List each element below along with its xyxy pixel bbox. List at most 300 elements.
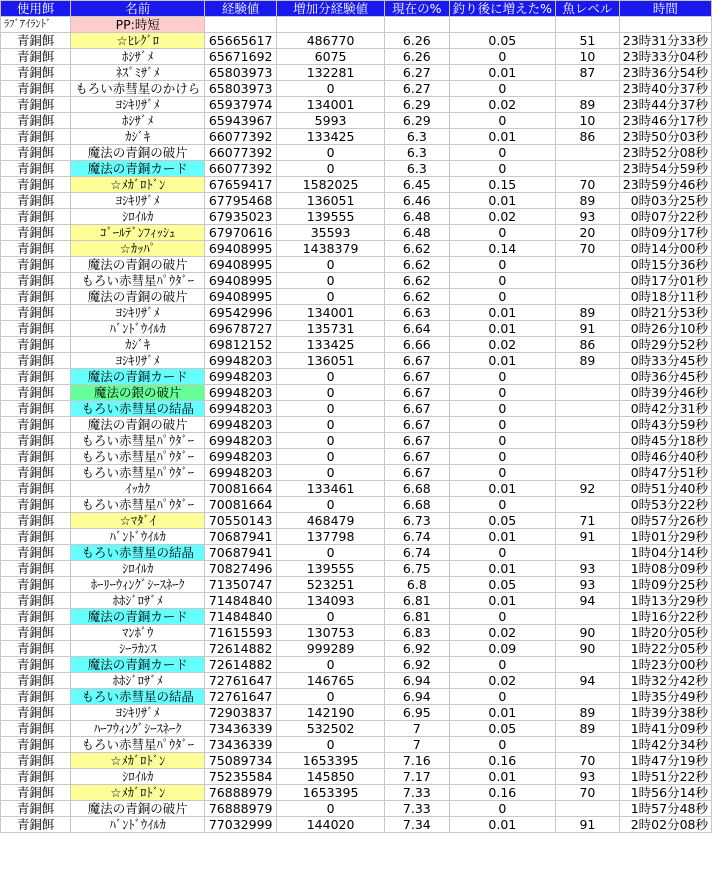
cell-time[interactable]: 1時01分29秒 xyxy=(619,529,711,545)
subheader-cell[interactable] xyxy=(205,17,277,33)
cell-bait[interactable]: 青銅餌 xyxy=(1,129,71,145)
cell-gain[interactable]: 132281 xyxy=(277,65,385,81)
cell-percent[interactable]: 6.67 xyxy=(385,385,450,401)
cell-fish-level[interactable] xyxy=(556,369,620,385)
cell-fish-level[interactable] xyxy=(556,145,620,161)
cell-gain[interactable]: 1653395 xyxy=(277,785,385,801)
cell-fish-level[interactable]: 89 xyxy=(556,721,620,737)
cell-percent[interactable]: 6.94 xyxy=(385,689,450,705)
cell-gain[interactable]: 0 xyxy=(277,369,385,385)
cell-exp[interactable]: 71350747 xyxy=(205,577,277,593)
cell-increase[interactable]: 0.02 xyxy=(449,625,555,641)
cell-percent[interactable]: 7.33 xyxy=(385,785,450,801)
cell-increase[interactable]: 0.01 xyxy=(449,705,555,721)
cell-exp[interactable]: 66077392 xyxy=(205,145,277,161)
cell-name[interactable]: もろい赤彗星ﾊﾟｳﾀﾞｰ xyxy=(71,465,205,481)
cell-bait[interactable]: 青銅餌 xyxy=(1,209,71,225)
cell-time[interactable]: 0時07分22秒 xyxy=(619,209,711,225)
cell-percent[interactable]: 6.68 xyxy=(385,481,450,497)
cell-increase[interactable]: 0 xyxy=(449,113,555,129)
cell-bait[interactable]: 青銅餌 xyxy=(1,561,71,577)
cell-time[interactable]: 0時53分22秒 xyxy=(619,497,711,513)
column-header-gain[interactable]: 増加分経験値 xyxy=(277,1,385,17)
cell-name[interactable]: 魔法の青銅カード xyxy=(71,609,205,625)
cell-bait[interactable]: 青銅餌 xyxy=(1,497,71,513)
cell-time[interactable]: 1時56分14秒 xyxy=(619,785,711,801)
cell-bait[interactable]: 青銅餌 xyxy=(1,305,71,321)
cell-percent[interactable]: 6.74 xyxy=(385,529,450,545)
cell-fish-level[interactable] xyxy=(556,657,620,673)
cell-increase[interactable]: 0.01 xyxy=(449,305,555,321)
cell-exp[interactable]: 65803973 xyxy=(205,81,277,97)
cell-percent[interactable]: 6.62 xyxy=(385,257,450,273)
cell-gain[interactable]: 136051 xyxy=(277,353,385,369)
column-header-exp[interactable]: 経験値 xyxy=(205,1,277,17)
cell-time[interactable]: 1時32分42秒 xyxy=(619,673,711,689)
cell-time[interactable]: 23時50分03秒 xyxy=(619,129,711,145)
cell-exp[interactable]: 69812152 xyxy=(205,337,277,353)
cell-time[interactable]: 0時18分11秒 xyxy=(619,289,711,305)
pp-label[interactable]: PP:時短 xyxy=(71,17,205,33)
cell-bait[interactable]: 青銅餌 xyxy=(1,801,71,817)
cell-increase[interactable]: 0.01 xyxy=(449,321,555,337)
cell-increase[interactable]: 0.01 xyxy=(449,481,555,497)
cell-time[interactable]: 0時33分45秒 xyxy=(619,353,711,369)
cell-bait[interactable]: 青銅餌 xyxy=(1,81,71,97)
cell-time[interactable]: 0時46分40秒 xyxy=(619,449,711,465)
subheader-cell[interactable] xyxy=(449,17,555,33)
cell-fish-level[interactable]: 10 xyxy=(556,113,620,129)
cell-gain[interactable]: 0 xyxy=(277,289,385,305)
cell-percent[interactable]: 6.45 xyxy=(385,177,450,193)
cell-increase[interactable]: 0.14 xyxy=(449,241,555,257)
cell-exp[interactable]: 70081664 xyxy=(205,497,277,513)
cell-bait[interactable]: 青銅餌 xyxy=(1,161,71,177)
cell-time[interactable]: 1時57分48秒 xyxy=(619,801,711,817)
cell-name[interactable]: ﾎｰﾘｰｳｨﾝｸﾞｼｰｽﾈｰｸ xyxy=(71,577,205,593)
cell-increase[interactable]: 0.01 xyxy=(449,769,555,785)
cell-bait[interactable]: 青銅餌 xyxy=(1,593,71,609)
cell-percent[interactable]: 6.29 xyxy=(385,113,450,129)
cell-bait[interactable]: 青銅餌 xyxy=(1,241,71,257)
cell-percent[interactable]: 6.73 xyxy=(385,513,450,529)
cell-percent[interactable]: 6.92 xyxy=(385,657,450,673)
cell-time[interactable]: 23時44分37秒 xyxy=(619,97,711,113)
cell-fish-level[interactable] xyxy=(556,433,620,449)
cell-exp[interactable]: 72614882 xyxy=(205,641,277,657)
cell-increase[interactable]: 0.01 xyxy=(449,65,555,81)
cell-fish-level[interactable]: 90 xyxy=(556,641,620,657)
cell-gain[interactable]: 0 xyxy=(277,417,385,433)
cell-time[interactable]: 1時41分09秒 xyxy=(619,721,711,737)
cell-fish-level[interactable] xyxy=(556,737,620,753)
cell-gain[interactable]: 142190 xyxy=(277,705,385,721)
cell-increase[interactable]: 0.05 xyxy=(449,721,555,737)
cell-exp[interactable]: 67970616 xyxy=(205,225,277,241)
column-header-time[interactable]: 時間 xyxy=(619,1,711,17)
cell-percent[interactable]: 6.63 xyxy=(385,305,450,321)
cell-percent[interactable]: 6.46 xyxy=(385,193,450,209)
cell-bait[interactable]: 青銅餌 xyxy=(1,465,71,481)
cell-time[interactable]: 1時35分49秒 xyxy=(619,689,711,705)
cell-name[interactable]: ｶｼﾞｷ xyxy=(71,129,205,145)
cell-exp[interactable]: 77032999 xyxy=(205,817,277,833)
cell-fish-level[interactable]: 91 xyxy=(556,321,620,337)
cell-name[interactable]: もろい赤彗星ﾊﾟｳﾀﾞｰ xyxy=(71,273,205,289)
cell-exp[interactable]: 70081664 xyxy=(205,481,277,497)
cell-time[interactable]: 23時54分59秒 xyxy=(619,161,711,177)
cell-fish-level[interactable] xyxy=(556,289,620,305)
cell-exp[interactable]: 69678727 xyxy=(205,321,277,337)
cell-name[interactable]: ｼﾛｲﾙｶ xyxy=(71,209,205,225)
cell-name[interactable]: ｼｰﾗｶﾝｽ xyxy=(71,641,205,657)
cell-bait[interactable]: 青銅餌 xyxy=(1,737,71,753)
cell-exp[interactable]: 75089734 xyxy=(205,753,277,769)
cell-time[interactable]: 1時42分34秒 xyxy=(619,737,711,753)
cell-name[interactable]: ｶｼﾞｷ xyxy=(71,337,205,353)
cell-name[interactable]: ｺﾞｰﾙﾃﾞﾝﾌｨｯｼｭ xyxy=(71,225,205,241)
cell-increase[interactable]: 0 xyxy=(449,257,555,273)
cell-increase[interactable]: 0 xyxy=(449,545,555,561)
cell-time[interactable]: 1時39分38秒 xyxy=(619,705,711,721)
cell-exp[interactable]: 76888979 xyxy=(205,785,277,801)
cell-name[interactable]: ﾊﾞﾝﾄﾞｳｲﾙｶ xyxy=(71,817,205,833)
cell-name[interactable]: もろい赤彗星ﾊﾟｳﾀﾞｰ xyxy=(71,433,205,449)
cell-increase[interactable]: 0.05 xyxy=(449,513,555,529)
cell-increase[interactable]: 0 xyxy=(449,449,555,465)
cell-time[interactable]: 23時46分17秒 xyxy=(619,113,711,129)
cell-bait[interactable]: 青銅餌 xyxy=(1,689,71,705)
cell-exp[interactable]: 71615593 xyxy=(205,625,277,641)
cell-exp[interactable]: 67935023 xyxy=(205,209,277,225)
cell-fish-level[interactable]: 70 xyxy=(556,241,620,257)
cell-gain[interactable]: 133425 xyxy=(277,337,385,353)
cell-exp[interactable]: 65803973 xyxy=(205,65,277,81)
cell-percent[interactable]: 6.67 xyxy=(385,417,450,433)
cell-percent[interactable]: 6.29 xyxy=(385,97,450,113)
cell-fish-level[interactable] xyxy=(556,609,620,625)
cell-exp[interactable]: 69948203 xyxy=(205,433,277,449)
cell-time[interactable]: 1時04分14秒 xyxy=(619,545,711,561)
cell-bait[interactable]: 青銅餌 xyxy=(1,273,71,289)
cell-time[interactable]: 23時59分46秒 xyxy=(619,177,711,193)
cell-name[interactable]: 魔法の青銅の破片 xyxy=(71,145,205,161)
cell-time[interactable]: 23時40分37秒 xyxy=(619,81,711,97)
cell-fish-level[interactable] xyxy=(556,449,620,465)
cell-percent[interactable]: 6.3 xyxy=(385,161,450,177)
cell-percent[interactable]: 6.27 xyxy=(385,65,450,81)
cell-bait[interactable]: 青銅餌 xyxy=(1,353,71,369)
cell-increase[interactable]: 0 xyxy=(449,737,555,753)
cell-bait[interactable]: 青銅餌 xyxy=(1,769,71,785)
cell-increase[interactable]: 0 xyxy=(449,273,555,289)
cell-exp[interactable]: 76888979 xyxy=(205,801,277,817)
cell-exp[interactable]: 66077392 xyxy=(205,129,277,145)
cell-gain[interactable]: 130753 xyxy=(277,625,385,641)
cell-bait[interactable]: 青銅餌 xyxy=(1,753,71,769)
cell-bait[interactable]: 青銅餌 xyxy=(1,337,71,353)
cell-gain[interactable]: 0 xyxy=(277,433,385,449)
cell-exp[interactable]: 69408995 xyxy=(205,273,277,289)
cell-fish-level[interactable] xyxy=(556,417,620,433)
cell-increase[interactable]: 0.02 xyxy=(449,209,555,225)
cell-gain[interactable]: 0 xyxy=(277,801,385,817)
cell-gain[interactable]: 1438379 xyxy=(277,241,385,257)
cell-percent[interactable]: 6.81 xyxy=(385,593,450,609)
cell-name[interactable]: ☆ﾒｶﾞﾛﾄﾞﾝ xyxy=(71,753,205,769)
cell-name[interactable]: 魔法の青銅の破片 xyxy=(71,257,205,273)
cell-name[interactable]: ｼﾛｲﾙｶ xyxy=(71,769,205,785)
cell-fish-level[interactable]: 94 xyxy=(556,673,620,689)
cell-percent[interactable]: 7.34 xyxy=(385,817,450,833)
cell-increase[interactable]: 0.05 xyxy=(449,577,555,593)
cell-bait[interactable]: 青銅餌 xyxy=(1,289,71,305)
subheader-cell[interactable] xyxy=(277,17,385,33)
cell-bait[interactable]: 青銅餌 xyxy=(1,625,71,641)
cell-fish-level[interactable]: 51 xyxy=(556,33,620,49)
cell-increase[interactable]: 0 xyxy=(449,465,555,481)
cell-name[interactable]: ☆ﾏﾀﾞｲ xyxy=(71,513,205,529)
cell-name[interactable]: もろい赤彗星の結晶 xyxy=(71,401,205,417)
cell-name[interactable]: ﾖｼｷﾘｻﾞﾒ xyxy=(71,193,205,209)
cell-time[interactable]: 1時22分05秒 xyxy=(619,641,711,657)
cell-gain[interactable]: 523251 xyxy=(277,577,385,593)
cell-fish-level[interactable]: 94 xyxy=(556,593,620,609)
cell-bait[interactable]: 青銅餌 xyxy=(1,449,71,465)
cell-name[interactable]: ☆ﾋﾚｸﾞﾛ xyxy=(71,33,205,49)
cell-name[interactable]: 魔法の青銅の破片 xyxy=(71,801,205,817)
cell-exp[interactable]: 70687941 xyxy=(205,529,277,545)
cell-bait[interactable]: 青銅餌 xyxy=(1,785,71,801)
cell-increase[interactable]: 0 xyxy=(449,497,555,513)
cell-exp[interactable]: 67659417 xyxy=(205,177,277,193)
cell-gain[interactable]: 136051 xyxy=(277,193,385,209)
cell-bait[interactable]: 青銅餌 xyxy=(1,321,71,337)
cell-increase[interactable]: 0.02 xyxy=(449,337,555,353)
cell-increase[interactable]: 0 xyxy=(449,417,555,433)
cell-bait[interactable]: 青銅餌 xyxy=(1,433,71,449)
cell-fish-level[interactable]: 87 xyxy=(556,65,620,81)
cell-fish-level[interactable]: 20 xyxy=(556,225,620,241)
cell-exp[interactable]: 70687941 xyxy=(205,545,277,561)
cell-exp[interactable]: 70827496 xyxy=(205,561,277,577)
cell-fish-level[interactable] xyxy=(556,801,620,817)
cell-percent[interactable]: 6.62 xyxy=(385,289,450,305)
cell-name[interactable]: ﾎﾎｼﾞﾛｻﾞﾒ xyxy=(71,673,205,689)
cell-exp[interactable]: 71484840 xyxy=(205,609,277,625)
cell-bait[interactable]: 青銅餌 xyxy=(1,97,71,113)
cell-percent[interactable]: 6.67 xyxy=(385,353,450,369)
column-header-bait[interactable]: 使用餌 xyxy=(1,1,71,17)
cell-increase[interactable]: 0.09 xyxy=(449,641,555,657)
cell-percent[interactable]: 6.8 xyxy=(385,577,450,593)
cell-name[interactable]: ﾏﾝﾎﾞｳ xyxy=(71,625,205,641)
cell-bait[interactable]: 青銅餌 xyxy=(1,49,71,65)
cell-gain[interactable]: 137798 xyxy=(277,529,385,545)
cell-percent[interactable]: 6.26 xyxy=(385,33,450,49)
cell-exp[interactable]: 69408995 xyxy=(205,241,277,257)
cell-exp[interactable]: 73436339 xyxy=(205,721,277,737)
cell-exp[interactable]: 71484840 xyxy=(205,593,277,609)
cell-exp[interactable]: 72903837 xyxy=(205,705,277,721)
cell-increase[interactable]: 0 xyxy=(449,145,555,161)
cell-increase[interactable]: 0.01 xyxy=(449,193,555,209)
cell-time[interactable]: 1時20分05秒 xyxy=(619,625,711,641)
cell-increase[interactable]: 0 xyxy=(449,385,555,401)
cell-time[interactable]: 2時02分08秒 xyxy=(619,817,711,833)
cell-name[interactable]: ﾎｼｻﾞﾒ xyxy=(71,49,205,65)
cell-percent[interactable]: 6.48 xyxy=(385,225,450,241)
cell-gain[interactable]: 134001 xyxy=(277,97,385,113)
cell-exp[interactable]: 67795468 xyxy=(205,193,277,209)
cell-bait[interactable]: 青銅餌 xyxy=(1,817,71,833)
cell-time[interactable]: 0時42分31秒 xyxy=(619,401,711,417)
cell-bait[interactable]: 青銅餌 xyxy=(1,545,71,561)
cell-fish-level[interactable] xyxy=(556,689,620,705)
cell-percent[interactable]: 7.17 xyxy=(385,769,450,785)
cell-gain[interactable]: 1582025 xyxy=(277,177,385,193)
cell-percent[interactable]: 7 xyxy=(385,721,450,737)
cell-time[interactable]: 0時57分26秒 xyxy=(619,513,711,529)
cell-time[interactable]: 0時39分46秒 xyxy=(619,385,711,401)
cell-exp[interactable]: 70550143 xyxy=(205,513,277,529)
cell-percent[interactable]: 6.67 xyxy=(385,369,450,385)
cell-name[interactable]: 魔法の青銅カード xyxy=(71,161,205,177)
cell-fish-level[interactable] xyxy=(556,545,620,561)
cell-percent[interactable]: 6.3 xyxy=(385,129,450,145)
cell-increase[interactable]: 0.01 xyxy=(449,353,555,369)
cell-fish-level[interactable]: 71 xyxy=(556,513,620,529)
cell-exp[interactable]: 69948203 xyxy=(205,449,277,465)
cell-fish-level[interactable] xyxy=(556,465,620,481)
cell-name[interactable]: ☆ﾒｶﾞﾛﾄﾞﾝ xyxy=(71,177,205,193)
cell-time[interactable]: 0時45分18秒 xyxy=(619,433,711,449)
cell-gain[interactable]: 0 xyxy=(277,449,385,465)
cell-percent[interactable]: 6.26 xyxy=(385,49,450,65)
cell-increase[interactable]: 0 xyxy=(449,689,555,705)
cell-increase[interactable]: 0.01 xyxy=(449,561,555,577)
cell-percent[interactable]: 6.75 xyxy=(385,561,450,577)
cell-name[interactable]: ☆ｶｯﾊﾟ xyxy=(71,241,205,257)
cell-gain[interactable]: 0 xyxy=(277,737,385,753)
cell-gain[interactable]: 0 xyxy=(277,545,385,561)
cell-increase[interactable]: 0 xyxy=(449,801,555,817)
cell-name[interactable]: ﾈｽﾞﾐｻﾞﾒ xyxy=(71,65,205,81)
cell-gain[interactable]: 134001 xyxy=(277,305,385,321)
cell-fish-level[interactable] xyxy=(556,385,620,401)
cell-time[interactable]: 0時47分51秒 xyxy=(619,465,711,481)
cell-gain[interactable]: 532502 xyxy=(277,721,385,737)
cell-gain[interactable]: 0 xyxy=(277,465,385,481)
cell-percent[interactable]: 6.67 xyxy=(385,465,450,481)
cell-increase[interactable]: 0 xyxy=(449,657,555,673)
cell-time[interactable]: 0時36分45秒 xyxy=(619,369,711,385)
cell-fish-level[interactable]: 70 xyxy=(556,785,620,801)
cell-name[interactable]: ﾖｼｷﾘｻﾞﾒ xyxy=(71,705,205,721)
cell-fish-level[interactable]: 93 xyxy=(556,561,620,577)
cell-increase[interactable]: 0.16 xyxy=(449,785,555,801)
cell-increase[interactable]: 0 xyxy=(449,609,555,625)
cell-time[interactable]: 23時33分04秒 xyxy=(619,49,711,65)
cell-name[interactable]: ☆ﾒｶﾞﾛﾄﾞﾝ xyxy=(71,785,205,801)
cell-increase[interactable]: 0 xyxy=(449,433,555,449)
cell-name[interactable]: 魔法の青銅カード xyxy=(71,657,205,673)
cell-time[interactable]: 0時14分00秒 xyxy=(619,241,711,257)
cell-time[interactable]: 0時03分25秒 xyxy=(619,193,711,209)
cell-bait[interactable]: 青銅餌 xyxy=(1,529,71,545)
cell-increase[interactable]: 0.02 xyxy=(449,673,555,689)
cell-gain[interactable]: 0 xyxy=(277,257,385,273)
cell-gain[interactable]: 6075 xyxy=(277,49,385,65)
cell-increase[interactable]: 0.15 xyxy=(449,177,555,193)
cell-percent[interactable]: 6.67 xyxy=(385,401,450,417)
cell-fish-level[interactable]: 89 xyxy=(556,97,620,113)
cell-exp[interactable]: 73436339 xyxy=(205,737,277,753)
cell-bait[interactable]: 青銅餌 xyxy=(1,385,71,401)
cell-time[interactable]: 1時09分25秒 xyxy=(619,577,711,593)
cell-bait[interactable]: 青銅餌 xyxy=(1,113,71,129)
cell-bait[interactable]: 青銅餌 xyxy=(1,65,71,81)
cell-percent[interactable]: 6.64 xyxy=(385,321,450,337)
cell-fish-level[interactable]: 89 xyxy=(556,353,620,369)
location-label[interactable]: ﾗﾌﾞｱｲﾗﾝﾄﾞ xyxy=(1,17,71,33)
cell-fish-level[interactable] xyxy=(556,81,620,97)
cell-time[interactable]: 0時15分36秒 xyxy=(619,257,711,273)
cell-gain[interactable]: 135731 xyxy=(277,321,385,337)
cell-time[interactable]: 1時23分00秒 xyxy=(619,657,711,673)
cell-bait[interactable]: 青銅餌 xyxy=(1,721,71,737)
cell-exp[interactable]: 65665617 xyxy=(205,33,277,49)
cell-percent[interactable]: 6.81 xyxy=(385,609,450,625)
cell-percent[interactable]: 6.48 xyxy=(385,209,450,225)
cell-fish-level[interactable]: 70 xyxy=(556,753,620,769)
cell-increase[interactable]: 0.05 xyxy=(449,33,555,49)
cell-bait[interactable]: 青銅餌 xyxy=(1,401,71,417)
cell-fish-level[interactable]: 89 xyxy=(556,305,620,321)
cell-name[interactable]: もろい赤彗星の結晶 xyxy=(71,545,205,561)
cell-percent[interactable]: 6.67 xyxy=(385,433,450,449)
cell-fish-level[interactable]: 93 xyxy=(556,577,620,593)
cell-fish-level[interactable]: 93 xyxy=(556,209,620,225)
cell-name[interactable]: もろい赤彗星ﾊﾟｳﾀﾞｰ xyxy=(71,497,205,513)
cell-gain[interactable]: 133461 xyxy=(277,481,385,497)
cell-fish-level[interactable]: 86 xyxy=(556,129,620,145)
column-header-fish-level[interactable]: 魚レベル xyxy=(556,1,620,17)
cell-name[interactable]: ﾖｼｷﾘｻﾞﾒ xyxy=(71,97,205,113)
cell-fish-level[interactable] xyxy=(556,273,620,289)
cell-exp[interactable]: 69948203 xyxy=(205,417,277,433)
cell-fish-level[interactable]: 92 xyxy=(556,481,620,497)
cell-bait[interactable]: 青銅餌 xyxy=(1,145,71,161)
cell-bait[interactable]: 青銅餌 xyxy=(1,609,71,625)
cell-fish-level[interactable] xyxy=(556,401,620,417)
cell-exp[interactable]: 69948203 xyxy=(205,401,277,417)
cell-exp[interactable]: 65671692 xyxy=(205,49,277,65)
cell-percent[interactable]: 6.68 xyxy=(385,497,450,513)
cell-bait[interactable]: 青銅餌 xyxy=(1,417,71,433)
cell-name[interactable]: 魔法の青銅の破片 xyxy=(71,417,205,433)
cell-fish-level[interactable]: 93 xyxy=(556,769,620,785)
cell-name[interactable]: もろい赤彗星の結晶 xyxy=(71,689,205,705)
cell-increase[interactable]: 0.01 xyxy=(449,529,555,545)
cell-gain[interactable]: 0 xyxy=(277,657,385,673)
cell-increase[interactable]: 0 xyxy=(449,161,555,177)
cell-fish-level[interactable]: 91 xyxy=(556,817,620,833)
cell-gain[interactable]: 133425 xyxy=(277,129,385,145)
cell-gain[interactable]: 134093 xyxy=(277,593,385,609)
cell-increase[interactable]: 0.16 xyxy=(449,753,555,769)
cell-time[interactable]: 1時16分22秒 xyxy=(619,609,711,625)
